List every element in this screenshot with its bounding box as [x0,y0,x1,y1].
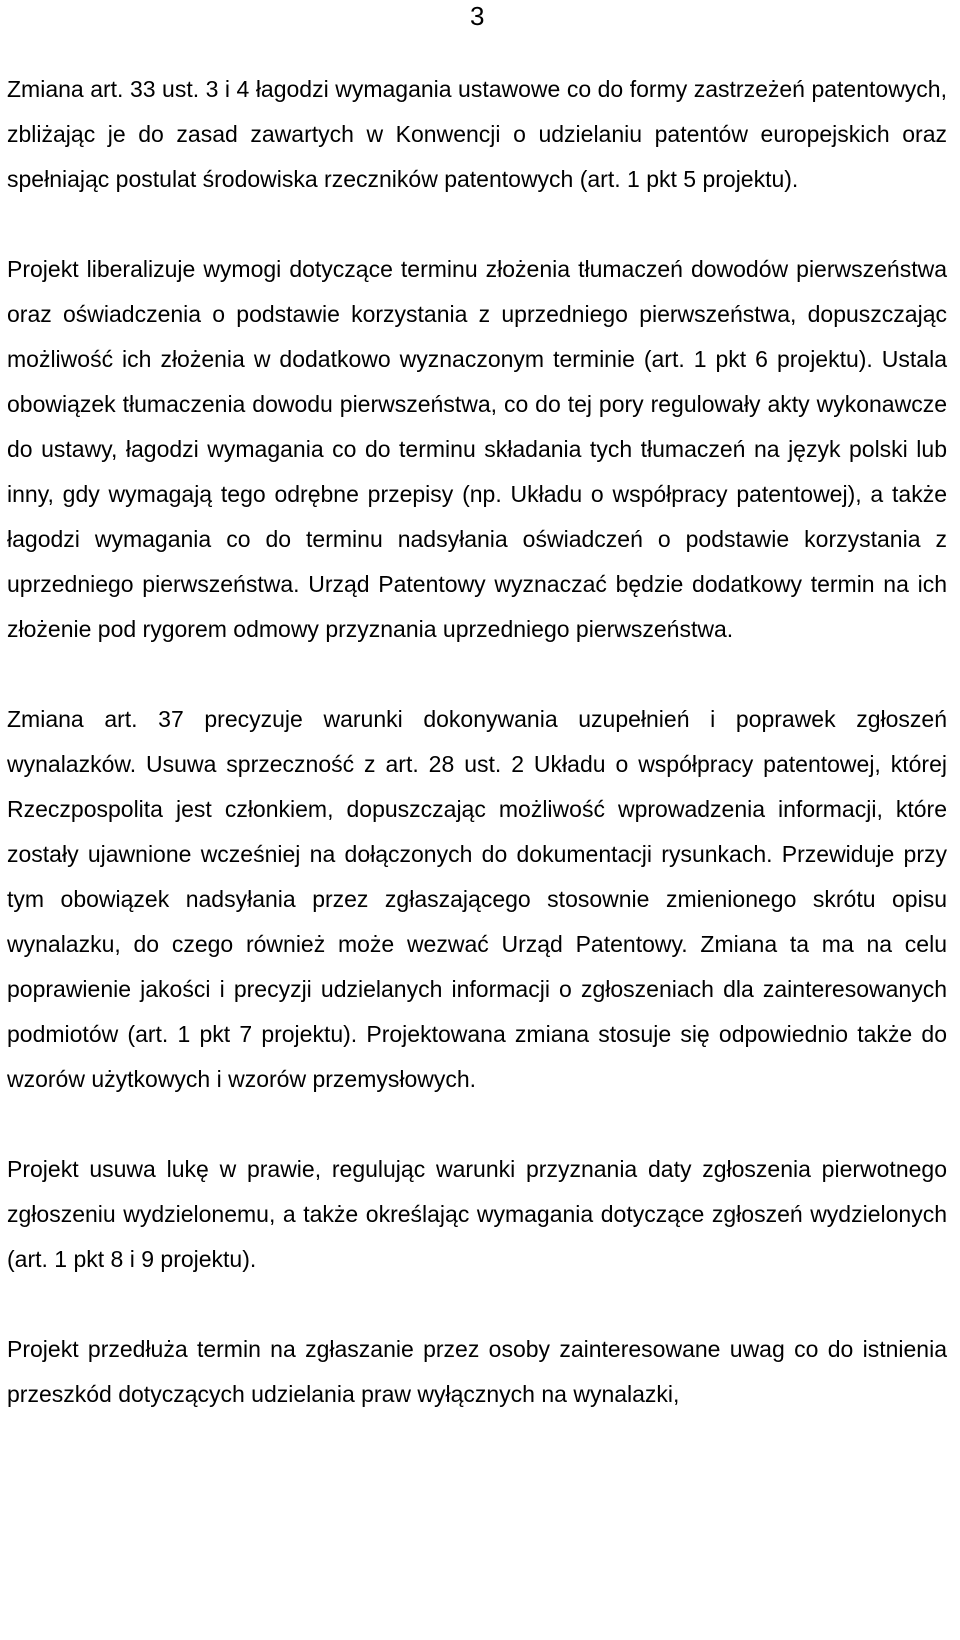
paragraph-divisional-applications: Projekt usuwa lukę w prawie, regulując warunki przyznania daty zgłoszenia pierwotnego zgłoszeniu wydzielonemu, a także określając wymagania dotyczące zgłoszeń wydzielonych (art. 1 pkt 8 i 9 projektu). [7,1156,947,1272]
paragraph-art-37: Zmiana art. 37 precyzuje warunki dokonywania uzupełnień i poprawek zgłoszeń wynalazków. Usuwa sprzeczność z art. 28 ust. 2 Układu o współpracy patentowej, której Rzeczpospolita jest członkiem, dopuszczając możliwość wprowadzenia informacji, które zostały ujawnione wcześniej na dołączonych do dokumentacji rysunkach. Przewiduje przy tym obowiązek nadsyłania przez zgłaszającego stosownie zmienionego skrótu opisu wynalazku, do czego również może wezwać Urząd Patentowy. Zmiana ta ma na celu poprawienie jakości i precyzji udzielanych informacji o zgłoszeniach dla zainteresowanych podmiotów (art. 1 pkt 7 projektu). Projektowana zmiana stosuje się odpowiednio także do wzorów użytkowych i wzorów przemysłowych. [7,706,947,1092]
page-number: 3 [470,1,485,31]
document-body [7,67,947,1462]
paragraph-art-33: Zmiana art. 33 ust. 3 i 4 łagodzi wymagania ustawowe co do formy zastrzeżeń patentowych, zbliżając je do zasad zawartych w Konwencji o udzielaniu patentów europejskich oraz spełniając postulat środowiska rzeczników patentowych (art. 1 pkt 5 projektu). [7,76,947,192]
paragraph-priority-translations: Projekt liberalizuje wymogi dotyczące terminu złożenia tłumaczeń dowodów pierwszeństwa oraz oświadczenia o podstawie korzystania z uprzedniego pierwszeństwa, dopuszczając możliwość ich złożenia w dodatkowo wyznaczonym terminie (art. 1 pkt 6 projektu). Ustala obowiązek tłumaczenia dowodu pierwszeństwa, co do tej pory regulowały akty wykonawcze do ustawy, łagodzi wymagania co do terminu składania tych tłumaczeń na język polski lub inny, gdy wymagają tego odrębne przepisy (np. Układu o współpracy patentowej), a także łagodzi wymagania co do terminu nadsyłania oświadczeń o podstawie korzystania z uprzedniego pierwszeństwa. Urząd Patentowy wyznaczać będzie dodatkowy termin na ich złożenie pod rygorem odmowy przyznania uprzedniego pierwszeństwa. [7,256,947,642]
paragraph-observation-term: Projekt przedłuża termin na zgłaszanie przez osoby zainteresowane uwag co do istnienia przeszkód dotyczących udzielania praw wyłącznych na wynalazki, [7,1336,947,1407]
